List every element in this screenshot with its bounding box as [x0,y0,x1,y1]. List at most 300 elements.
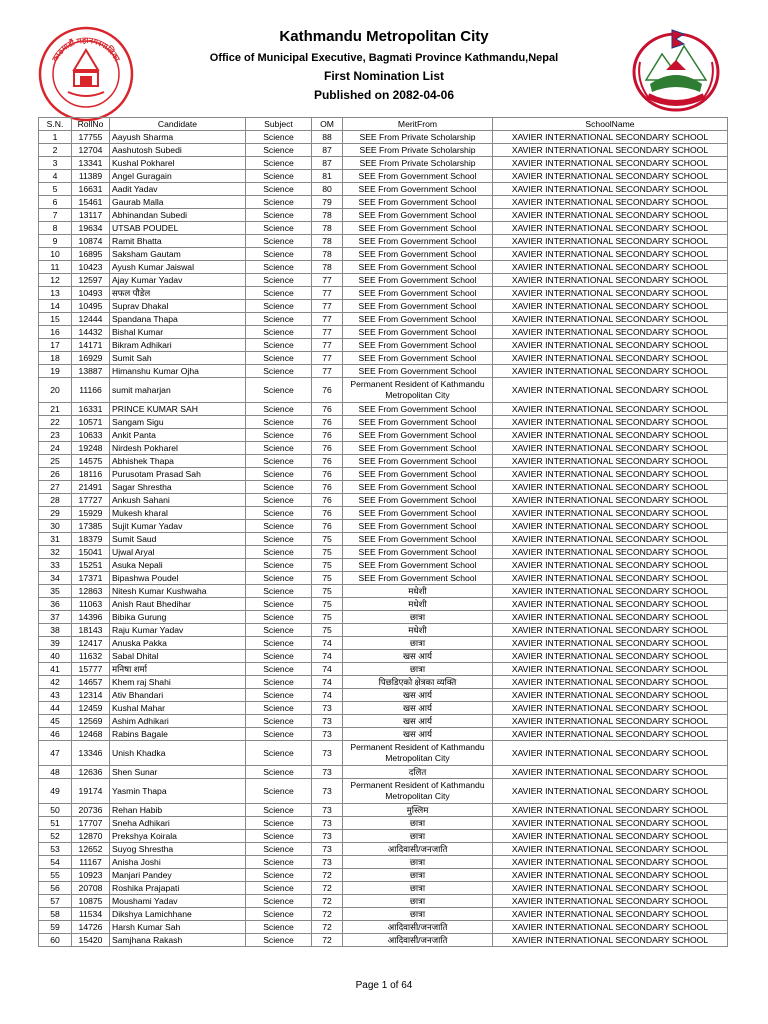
cell-subject: Science [246,222,312,235]
table-row [39,481,728,494]
cell-subject: Science [246,507,312,520]
cell-rollno: 12652 [72,843,110,856]
cell-rollno: 17707 [72,817,110,830]
table-row [39,895,728,908]
cell-om: 77 [312,287,343,300]
cell-candidate: Angel Guragain [110,170,246,183]
cell-rollno: 13887 [72,365,110,378]
cell-rollno: 15777 [72,663,110,676]
cell-meritfrom: SEE From Government School [343,429,493,442]
cell-subject: Science [246,520,312,533]
cell-meritfrom: SEE From Government School [343,300,493,313]
cell-meritfrom: खस आर्य [343,728,493,741]
cell-schoolname: XAVIER INTERNATIONAL SECONDARY SCHOOL [493,403,728,416]
cell-rollno: 21491 [72,481,110,494]
cell-subject: Science [246,170,312,183]
cell-rollno: 10495 [72,300,110,313]
cell-meritfrom: SEE From Government School [343,339,493,352]
table-row [39,689,728,702]
table-row [39,520,728,533]
cell-meritfrom: मधेशी [343,585,493,598]
cell-meritfrom: छात्रा [343,869,493,882]
cell-om: 75 [312,624,343,637]
cell-candidate: Anuska Pakka [110,637,246,650]
table-row [39,830,728,843]
cell-sn: 9 [39,235,72,248]
cell-meritfrom: खस आर्य [343,689,493,702]
cell-candidate: Ajay Kumar Yadav [110,274,246,287]
cell-subject: Science [246,715,312,728]
cell-schoolname: XAVIER INTERNATIONAL SECONDARY SCHOOL [493,300,728,313]
cell-sn: 27 [39,481,72,494]
cell-subject: Science [246,339,312,352]
cell-sn: 10 [39,248,72,261]
cell-subject: Science [246,572,312,585]
cell-meritfrom: SEE From Private Scholarship [343,131,493,144]
cell-om: 77 [312,313,343,326]
cell-meritfrom: SEE From Government School [343,416,493,429]
cell-om: 73 [312,843,343,856]
cell-subject: Science [246,546,312,559]
cell-meritfrom: छात्रा [343,856,493,869]
cell-sn: 8 [39,222,72,235]
cell-meritfrom: पिछडिएको क्षेत्रका व्यक्ति [343,676,493,689]
cell-candidate: Nirdesh Pokharel [110,442,246,455]
table-row [39,144,728,157]
cell-schoolname: XAVIER INTERNATIONAL SECONDARY SCHOOL [493,326,728,339]
cell-candidate: Asuka Nepali [110,559,246,572]
cell-rollno: 19174 [72,779,110,804]
cell-rollno: 13346 [72,741,110,766]
table-row [39,637,728,650]
cell-om: 74 [312,650,343,663]
cell-rollno: 12314 [72,689,110,702]
cell-sn: 29 [39,507,72,520]
cell-candidate: Purusotam Prasad Sah [110,468,246,481]
cell-subject: Science [246,804,312,817]
cell-candidate: Sujit Kumar Yadav [110,520,246,533]
nepal-emblem-logo [626,22,726,114]
cell-om: 76 [312,403,343,416]
cell-rollno: 11632 [72,650,110,663]
cell-subject: Science [246,766,312,779]
table-row [39,650,728,663]
column-header-rollno: RollNo [72,118,110,131]
cell-meritfrom: छात्रा [343,817,493,830]
cell-rollno: 17385 [72,520,110,533]
cell-rollno: 15420 [72,934,110,947]
cell-om: 77 [312,274,343,287]
cell-sn: 57 [39,895,72,908]
cell-schoolname: XAVIER INTERNATIONAL SECONDARY SCHOOL [493,313,728,326]
cell-sn: 6 [39,196,72,209]
table-row [39,908,728,921]
cell-candidate: Khem raj Shahi [110,676,246,689]
table-row [39,183,728,196]
cell-candidate: Himanshu Kumar Ojha [110,365,246,378]
cell-subject: Science [246,235,312,248]
cell-candidate: UTSAB POUDEL [110,222,246,235]
cell-om: 72 [312,882,343,895]
cell-rollno: 12459 [72,702,110,715]
table-row [39,455,728,468]
cell-sn: 4 [39,170,72,183]
cell-subject: Science [246,144,312,157]
cell-schoolname: XAVIER INTERNATIONAL SECONDARY SCHOOL [493,830,728,843]
cell-rollno: 12468 [72,728,110,741]
cell-meritfrom: खस आर्य [343,650,493,663]
cell-meritfrom: SEE From Government School [343,274,493,287]
cell-sn: 13 [39,287,72,300]
cell-schoolname: XAVIER INTERNATIONAL SECONDARY SCHOOL [493,157,728,170]
cell-rollno: 14726 [72,921,110,934]
cell-schoolname: XAVIER INTERNATIONAL SECONDARY SCHOOL [493,624,728,637]
cell-candidate: Bipashwa Poudel [110,572,246,585]
cell-sn: 2 [39,144,72,157]
cell-schoolname: XAVIER INTERNATIONAL SECONDARY SCHOOL [493,507,728,520]
cell-om: 79 [312,196,343,209]
cell-schoolname: XAVIER INTERNATIONAL SECONDARY SCHOOL [493,274,728,287]
cell-om: 74 [312,676,343,689]
cell-schoolname: XAVIER INTERNATIONAL SECONDARY SCHOOL [493,222,728,235]
cell-schoolname: XAVIER INTERNATIONAL SECONDARY SCHOOL [493,520,728,533]
table-row [39,715,728,728]
cell-meritfrom: SEE From Government School [343,481,493,494]
table-row [39,339,728,352]
cell-subject: Science [246,611,312,624]
cell-meritfrom: SEE From Government School [343,170,493,183]
office-subtitle: Office of Municipal Executive, Bagmati Province Kathmandu,Nepal [209,52,559,64]
table-row [39,702,728,715]
cell-meritfrom: Permanent Resident of Kathmandu Metropolitan City [343,741,493,766]
cell-candidate: Sumit Sah [110,352,246,365]
cell-subject: Science [246,416,312,429]
cell-meritfrom: SEE From Government School [343,403,493,416]
cell-schoolname: XAVIER INTERNATIONAL SECONDARY SCHOOL [493,766,728,779]
cell-rollno: 10423 [72,261,110,274]
cell-om: 78 [312,261,343,274]
cell-schoolname: XAVIER INTERNATIONAL SECONDARY SCHOOL [493,895,728,908]
cell-candidate: सफल पौडेल [110,287,246,300]
cell-schoolname: XAVIER INTERNATIONAL SECONDARY SCHOOL [493,481,728,494]
cell-schoolname: XAVIER INTERNATIONAL SECONDARY SCHOOL [493,843,728,856]
column-header-candidate: Candidate [110,118,246,131]
cell-rollno: 16631 [72,183,110,196]
cell-subject: Science [246,481,312,494]
cell-sn: 15 [39,313,72,326]
cell-rollno: 11389 [72,170,110,183]
table-row [39,882,728,895]
table-row [39,235,728,248]
cell-subject: Science [246,779,312,804]
cell-sn: 11 [39,261,72,274]
cell-schoolname: XAVIER INTERNATIONAL SECONDARY SCHOOL [493,702,728,715]
cell-subject: Science [246,326,312,339]
cell-meritfrom: SEE From Government School [343,520,493,533]
cell-subject: Science [246,365,312,378]
cell-om: 72 [312,908,343,921]
cell-rollno: 11167 [72,856,110,869]
table-row [39,196,728,209]
cell-meritfrom: SEE From Government School [343,455,493,468]
cell-candidate: Ayush Kumar Jaiswal [110,261,246,274]
cell-subject: Science [246,830,312,843]
cell-candidate: Anish Raut Bhedihar [110,598,246,611]
cell-rollno: 13117 [72,209,110,222]
cell-rollno: 12417 [72,637,110,650]
cell-rollno: 12704 [72,144,110,157]
cell-candidate: Unish Khadka [110,741,246,766]
cell-rollno: 16895 [72,248,110,261]
cell-sn: 22 [39,416,72,429]
cell-rollno: 10571 [72,416,110,429]
cell-sn: 33 [39,559,72,572]
cell-subject: Science [246,908,312,921]
cell-om: 72 [312,869,343,882]
cell-subject: Science [246,468,312,481]
cell-candidate: Aadit Yadav [110,183,246,196]
cell-sn: 17 [39,339,72,352]
cell-schoolname: XAVIER INTERNATIONAL SECONDARY SCHOOL [493,468,728,481]
cell-schoolname: XAVIER INTERNATIONAL SECONDARY SCHOOL [493,637,728,650]
cell-schoolname: XAVIER INTERNATIONAL SECONDARY SCHOOL [493,676,728,689]
cell-schoolname: XAVIER INTERNATIONAL SECONDARY SCHOOL [493,494,728,507]
table-row [39,429,728,442]
cell-sn: 3 [39,157,72,170]
table-row [39,170,728,183]
table-row [39,365,728,378]
cell-rollno: 15041 [72,546,110,559]
cell-schoolname: XAVIER INTERNATIONAL SECONDARY SCHOOL [493,442,728,455]
cell-schoolname: XAVIER INTERNATIONAL SECONDARY SCHOOL [493,455,728,468]
cell-candidate: Bibika Gurung [110,611,246,624]
cell-sn: 45 [39,715,72,728]
cell-sn: 21 [39,403,72,416]
cell-rollno: 18143 [72,624,110,637]
cell-subject: Science [246,378,312,403]
cell-sn: 58 [39,908,72,921]
cell-om: 74 [312,637,343,650]
cell-om: 78 [312,209,343,222]
cell-meritfrom: SEE From Government School [343,365,493,378]
column-header-sn: S.N. [39,118,72,131]
cell-sn: 59 [39,921,72,934]
cell-sn: 28 [39,494,72,507]
table-row [39,533,728,546]
cell-rollno: 11063 [72,598,110,611]
table-row [39,468,728,481]
cell-om: 77 [312,300,343,313]
table-row [39,131,728,144]
cell-candidate: Prekshya Koirala [110,830,246,843]
cell-om: 76 [312,507,343,520]
cell-meritfrom: SEE From Private Scholarship [343,144,493,157]
cell-sn: 55 [39,869,72,882]
cell-om: 76 [312,494,343,507]
cell-meritfrom: SEE From Government School [343,196,493,209]
cell-rollno: 14575 [72,455,110,468]
cell-rollno: 10633 [72,429,110,442]
table-row [39,157,728,170]
cell-sn: 24 [39,442,72,455]
table-row [39,611,728,624]
table-row [39,209,728,222]
cell-meritfrom: SEE From Government School [343,183,493,196]
page-header [0,0,768,112]
column-header-schoolname: SchoolName [493,118,728,131]
cell-om: 75 [312,572,343,585]
cell-subject: Science [246,261,312,274]
table-row [39,274,728,287]
cell-subject: Science [246,702,312,715]
table-row [39,352,728,365]
cell-schoolname: XAVIER INTERNATIONAL SECONDARY SCHOOL [493,741,728,766]
table-row [39,287,728,300]
cell-subject: Science [246,869,312,882]
cell-subject: Science [246,741,312,766]
cell-schoolname: XAVIER INTERNATIONAL SECONDARY SCHOOL [493,378,728,403]
cell-subject: Science [246,585,312,598]
cell-sn: 48 [39,766,72,779]
cell-candidate: Harsh Kumar Sah [110,921,246,934]
cell-meritfrom: छात्रा [343,830,493,843]
cell-om: 77 [312,365,343,378]
cell-candidate: Sangam Sigu [110,416,246,429]
cell-rollno: 17755 [72,131,110,144]
list-name: First Nomination List [324,69,444,83]
cell-schoolname: XAVIER INTERNATIONAL SECONDARY SCHOOL [493,339,728,352]
cell-subject: Science [246,429,312,442]
cell-subject: Science [246,559,312,572]
cell-sn: 38 [39,624,72,637]
cell-rollno: 12863 [72,585,110,598]
cell-meritfrom: खस आर्य [343,702,493,715]
cell-rollno: 18116 [72,468,110,481]
cell-subject: Science [246,313,312,326]
table-row [39,598,728,611]
cell-rollno: 14432 [72,326,110,339]
cell-rollno: 10493 [72,287,110,300]
cell-meritfrom: SEE From Government School [343,261,493,274]
table-row [39,728,728,741]
cell-sn: 46 [39,728,72,741]
cell-om: 73 [312,741,343,766]
cell-rollno: 15929 [72,507,110,520]
cell-sn: 20 [39,378,72,403]
cell-rollno: 12597 [72,274,110,287]
cell-candidate: Moushami Yadav [110,895,246,908]
cell-sn: 14 [39,300,72,313]
cell-candidate: Roshika Prajapati [110,882,246,895]
cell-om: 72 [312,921,343,934]
cell-om: 74 [312,663,343,676]
cell-schoolname: XAVIER INTERNATIONAL SECONDARY SCHOOL [493,235,728,248]
cell-subject: Science [246,403,312,416]
cell-rollno: 18379 [72,533,110,546]
cell-candidate: Rabins Bagale [110,728,246,741]
cell-meritfrom: मधेशी [343,598,493,611]
cell-subject: Science [246,817,312,830]
cell-om: 77 [312,352,343,365]
cell-schoolname: XAVIER INTERNATIONAL SECONDARY SCHOOL [493,533,728,546]
cell-candidate: Bikram Adhikari [110,339,246,352]
cell-schoolname: XAVIER INTERNATIONAL SECONDARY SCHOOL [493,209,728,222]
cell-subject: Science [246,533,312,546]
cell-meritfrom: SEE From Government School [343,546,493,559]
cell-om: 73 [312,728,343,741]
cell-candidate: Spandana Thapa [110,313,246,326]
cell-candidate: Ativ Bhandari [110,689,246,702]
cell-candidate: Ankit Panta [110,429,246,442]
cell-candidate: Aashutosh Subedi [110,144,246,157]
cell-sn: 35 [39,585,72,598]
cell-schoolname: XAVIER INTERNATIONAL SECONDARY SCHOOL [493,261,728,274]
cell-om: 87 [312,157,343,170]
cell-subject: Science [246,287,312,300]
cell-subject: Science [246,650,312,663]
cell-subject: Science [246,455,312,468]
cell-subject: Science [246,843,312,856]
page-number: Page 1 of 64 [355,980,413,991]
cell-schoolname: XAVIER INTERNATIONAL SECONDARY SCHOOL [493,921,728,934]
cell-schoolname: XAVIER INTERNATIONAL SECONDARY SCHOOL [493,856,728,869]
cell-schoolname: XAVIER INTERNATIONAL SECONDARY SCHOOL [493,779,728,804]
cell-schoolname: XAVIER INTERNATIONAL SECONDARY SCHOOL [493,144,728,157]
cell-rollno: 16929 [72,352,110,365]
cell-sn: 16 [39,326,72,339]
cell-candidate: sumit maharjan [110,378,246,403]
cell-meritfrom: Permanent Resident of Kathmandu Metropolitan City [343,779,493,804]
cell-sn: 50 [39,804,72,817]
cell-rollno: 16331 [72,403,110,416]
cell-sn: 51 [39,817,72,830]
cell-subject: Science [246,209,312,222]
cell-rollno: 14171 [72,339,110,352]
cell-candidate: Dikshya Lamichhane [110,908,246,921]
cell-rollno: 12636 [72,766,110,779]
cell-om: 73 [312,702,343,715]
cell-subject: Science [246,921,312,934]
cell-schoolname: XAVIER INTERNATIONAL SECONDARY SCHOOL [493,546,728,559]
cell-sn: 52 [39,830,72,843]
cell-om: 76 [312,455,343,468]
cell-subject: Science [246,856,312,869]
table-row [39,313,728,326]
table-body [39,131,728,947]
cell-meritfrom: SEE From Government School [343,507,493,520]
cell-schoolname: XAVIER INTERNATIONAL SECONDARY SCHOOL [493,934,728,947]
cell-subject: Science [246,248,312,261]
cell-schoolname: XAVIER INTERNATIONAL SECONDARY SCHOOL [493,131,728,144]
cell-sn: 1 [39,131,72,144]
cell-subject: Science [246,882,312,895]
table-row [39,403,728,416]
cell-meritfrom: SEE From Government School [343,494,493,507]
cell-om: 76 [312,378,343,403]
cell-schoolname: XAVIER INTERNATIONAL SECONDARY SCHOOL [493,365,728,378]
cell-meritfrom: छात्रा [343,637,493,650]
cell-subject: Science [246,157,312,170]
table-row [39,766,728,779]
cell-subject: Science [246,494,312,507]
cell-om: 75 [312,598,343,611]
cell-schoolname: XAVIER INTERNATIONAL SECONDARY SCHOOL [493,804,728,817]
cell-schoolname: XAVIER INTERNATIONAL SECONDARY SCHOOL [493,183,728,196]
cell-candidate: Sneha Adhikari [110,817,246,830]
cell-schoolname: XAVIER INTERNATIONAL SECONDARY SCHOOL [493,287,728,300]
cell-subject: Science [246,442,312,455]
table-row [39,261,728,274]
